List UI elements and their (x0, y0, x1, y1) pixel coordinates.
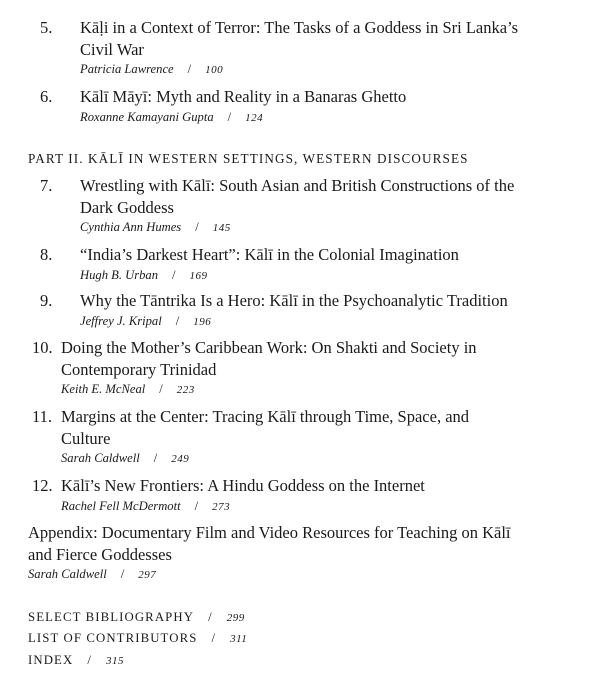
appendix-title-line: Appendix: Documentary Film and Video Resources for Teaching on Kālī (28, 523, 511, 542)
part-heading: PART II. KĀLĪ IN WESTERN SETTINGS, WESTERN DISCOURSES (28, 151, 469, 166)
back-matter-bibliography (28, 610, 245, 625)
entry-page-number: 124 (245, 112, 264, 124)
entry-page-number: 100 (205, 64, 224, 76)
entry-author: Jeffrey J. Kripal (80, 314, 162, 328)
entry-page-number: 273 (212, 501, 231, 513)
entry-author: Hugh B. Urban (80, 268, 159, 282)
appendix-title-line: and Fierce Goddesses (28, 545, 172, 564)
entry-title-line: Culture (61, 429, 111, 448)
separator: / (195, 220, 199, 234)
entry-title-line: Kālī’s New Frontiers: A Hindu Goddess on the Internet (61, 476, 425, 495)
back-matter-page-number: 315 (105, 655, 124, 667)
entry-number: 8. (40, 245, 53, 264)
entry-title (80, 290, 508, 312)
entry-author-line (80, 268, 208, 283)
back-matter-index (28, 653, 124, 668)
back-matter-label: LIST OF CONTRIBUTORS (28, 631, 198, 645)
entry-author: Rachel Fell McDermott (61, 499, 181, 513)
separator: / (194, 499, 199, 513)
entry-author-line (61, 451, 189, 466)
entry-title (80, 175, 514, 219)
entry-title-line: Contemporary Trinidad (61, 360, 217, 379)
entry-page-number: 169 (189, 270, 208, 282)
entry-title-line: “India’s Darkest Heart”: Kālī in the Colonial Imagination (80, 245, 459, 264)
entry-title (61, 475, 425, 497)
entry-page-number: 249 (171, 453, 190, 465)
entry-number: 12. (32, 476, 53, 495)
entry-title-line: Dark Goddess (80, 198, 174, 217)
appendix-title (28, 522, 511, 566)
entry-number: 11. (32, 407, 53, 426)
entry-number: 5. (40, 18, 53, 37)
entry-author: Cynthia Ann Humes (80, 220, 182, 234)
entry-number: 6. (40, 87, 53, 106)
separator: / (172, 268, 176, 282)
entry-author-line (80, 62, 223, 77)
entry-title-line: Why the Tāntrika Is a Hero: Kālī in the Psychoanalytic Tradition (80, 291, 508, 310)
entry-number: 7. (40, 176, 53, 195)
entry-title-line: Civil War (80, 40, 144, 59)
entry-title-line: Margins at the Center: Tracing Kālī through Time, Space, and (61, 407, 470, 426)
entry-number: 10. (32, 338, 53, 357)
separator: / (187, 62, 192, 76)
entry-author: Keith E. McNeal (61, 382, 146, 396)
entry-title-line: Doing the Mother’s Caribbean Work: On Shakti and Society in (61, 338, 477, 357)
entry-title (80, 244, 459, 266)
entry-author-line (80, 220, 231, 235)
entry-title (61, 406, 469, 450)
entry-author-line (61, 382, 195, 397)
entry-page-number: 223 (176, 384, 195, 396)
entry-page-number: 145 (212, 222, 231, 234)
entry-author-line (80, 314, 211, 329)
entry-title (80, 17, 518, 61)
entry-title-line: Wrestling with Kālī: South Asian and British Constructions of the (80, 176, 515, 195)
entry-number: 9. (40, 291, 53, 310)
separator: / (211, 631, 217, 645)
separator: / (227, 110, 232, 124)
entry-author: Roxanne Kamayani Gupta (80, 110, 214, 124)
separator: / (153, 451, 158, 465)
entry-author: Patricia Lawrence (80, 62, 174, 76)
back-matter-label: INDEX (28, 653, 74, 667)
entry-author-line (61, 499, 230, 514)
entry-title-line: Kālī Māyī: Myth and Reality in a Banaras Ghetto (80, 87, 407, 106)
entry-page-number: 196 (193, 316, 212, 328)
appendix-author-line (28, 567, 156, 582)
entry-title (61, 337, 477, 381)
separator: / (87, 653, 92, 667)
separator: / (175, 314, 180, 328)
entry-author-line (80, 110, 263, 125)
back-matter-contributors (28, 631, 247, 646)
appendix-author: Sarah Caldwell (28, 567, 107, 581)
entry-author: Sarah Caldwell (61, 451, 140, 465)
appendix-page-number: 297 (138, 569, 157, 581)
separator: / (159, 382, 163, 396)
entry-title (80, 86, 406, 108)
back-matter-page-number: 311 (230, 633, 248, 645)
back-matter-label: SELECT BIBLIOGRAPHY (28, 610, 195, 624)
separator: / (208, 610, 213, 624)
back-matter-page-number: 299 (226, 612, 245, 624)
entry-title-line: Kāḷi in a Context of Terror: The Tasks of a Goddess in Sri Lanka’s (80, 18, 519, 37)
separator: / (120, 567, 125, 581)
